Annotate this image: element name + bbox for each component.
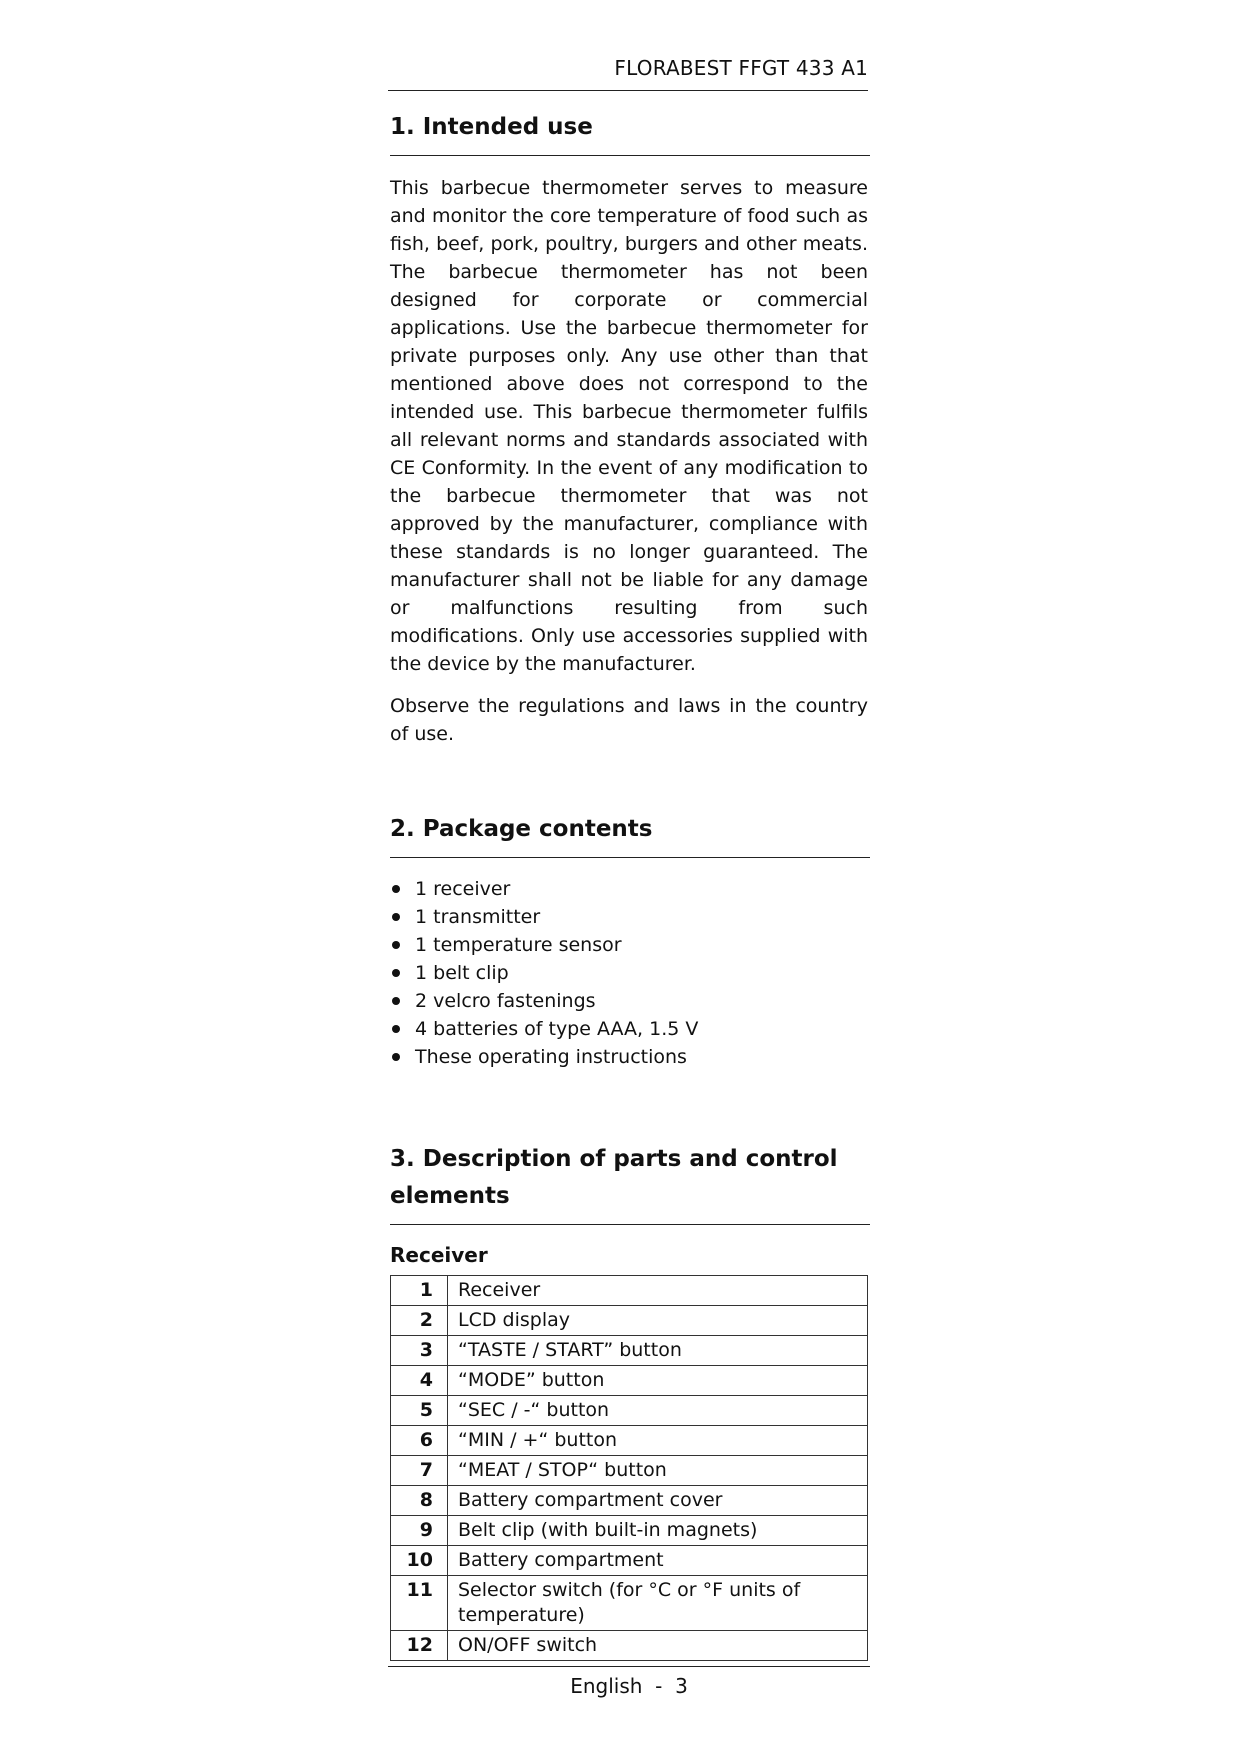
section-parts-description <box>390 1141 870 1661</box>
table-row <box>391 1306 868 1336</box>
part-label: “MEAT / STOP“ button <box>448 1456 868 1486</box>
table-row <box>391 1336 868 1366</box>
part-number: 9 <box>391 1516 448 1546</box>
bullet-icon <box>392 1025 400 1033</box>
bullet-icon <box>392 969 400 977</box>
table-row <box>391 1396 868 1426</box>
table-row <box>391 1426 868 1456</box>
table-row <box>391 1576 868 1631</box>
part-label: Receiver <box>448 1276 868 1306</box>
list-item <box>390 931 870 959</box>
bullet-icon <box>392 885 400 893</box>
table-row <box>391 1546 868 1576</box>
list-item <box>390 1015 870 1043</box>
part-label: Selector switch (for °C or °F units of temperature) <box>448 1576 868 1631</box>
part-label: “TASTE / START” button <box>448 1336 868 1366</box>
part-number: 12 <box>391 1631 448 1661</box>
footer-divider <box>388 1666 870 1667</box>
page-content <box>390 108 870 1661</box>
section-intended-use <box>390 108 870 748</box>
parts-table <box>390 1275 868 1661</box>
part-label: “MODE” button <box>448 1366 868 1396</box>
part-label: Battery compartment cover <box>448 1486 868 1516</box>
part-number: 7 <box>391 1456 448 1486</box>
bullet-icon <box>392 997 400 1005</box>
package-contents-list <box>390 875 870 1071</box>
section-title-intended-use: 1. Intended use <box>390 108 870 156</box>
page-header: FLORABEST FFGT 433 A1 <box>614 56 868 80</box>
section-title-parts-line2: elements <box>390 1183 510 1209</box>
part-number: 1 <box>391 1276 448 1306</box>
list-item-text: 1 receiver <box>415 878 511 900</box>
part-number: 3 <box>391 1336 448 1366</box>
bullet-icon <box>392 941 400 949</box>
part-label: “MIN / +“ button <box>448 1426 868 1456</box>
section-title-parts <box>390 1141 870 1225</box>
list-item-text: These operating instructions <box>415 1046 687 1068</box>
list-item <box>390 987 870 1015</box>
list-item-text: 1 belt clip <box>415 962 509 984</box>
part-number: 10 <box>391 1546 448 1576</box>
table-row <box>391 1276 868 1306</box>
part-label: ON/OFF switch <box>448 1631 868 1661</box>
table-row <box>391 1366 868 1396</box>
part-number: 2 <box>391 1306 448 1336</box>
part-label: LCD display <box>448 1306 868 1336</box>
section-title-package-contents: 2. Package contents <box>390 810 870 858</box>
list-item-text: 2 velcro fastenings <box>415 990 596 1012</box>
part-number: 8 <box>391 1486 448 1516</box>
table-row <box>391 1456 868 1486</box>
section-package-contents <box>390 810 870 1071</box>
section-title-parts-line1: 3. Description of parts and control <box>390 1146 838 1172</box>
intended-use-note: Observe the regulations and laws in the country of use. <box>390 695 868 745</box>
part-label: Battery compartment <box>448 1546 868 1576</box>
table-row <box>391 1486 868 1516</box>
part-number: 11 <box>391 1576 448 1631</box>
table-row <box>391 1516 868 1546</box>
list-item <box>390 1043 870 1071</box>
list-item-text: 1 temperature sensor <box>415 934 622 956</box>
list-item-text: 1 transmitter <box>415 906 541 928</box>
subheading-receiver: Receiver <box>390 1243 488 1267</box>
list-item-text: 4 batteries of type AAA, 1.5 V <box>415 1018 699 1040</box>
list-item <box>390 875 870 903</box>
part-label: Belt clip (with built-in magnets) <box>448 1516 868 1546</box>
part-label: “SEC / -“ button <box>448 1396 868 1426</box>
header-divider <box>388 90 868 91</box>
intended-use-paragraph: This barbecue thermometer serves to measure and monitor the core temperature of food such as fish, beef, pork, poultry, burgers and other meats. The barbecue thermometer has not been designed for corporate or commercial applications. Use the barbecue thermometer for private purposes only. Any use other than that mentioned above does not correspond to the intended use. This barbecue thermometer fulfils all relevant norms and standards associated with CE Conformity. In the event of any modification to the barbecue thermometer that was not approved by the manufacturer, compliance with these standards is no longer guaranteed. The manufacturer shall not be liable for any damage or malfunctions resulting from such modifications. Only use accessories supplied with the device by the manufacturer. <box>390 177 868 675</box>
table-row <box>391 1631 868 1661</box>
bullet-icon <box>392 913 400 921</box>
part-number: 4 <box>391 1366 448 1396</box>
bullet-icon <box>392 1053 400 1061</box>
part-number: 6 <box>391 1426 448 1456</box>
list-item <box>390 959 870 987</box>
part-number: 5 <box>391 1396 448 1426</box>
list-item <box>390 903 870 931</box>
page-footer: English - 3 <box>570 1674 688 1698</box>
